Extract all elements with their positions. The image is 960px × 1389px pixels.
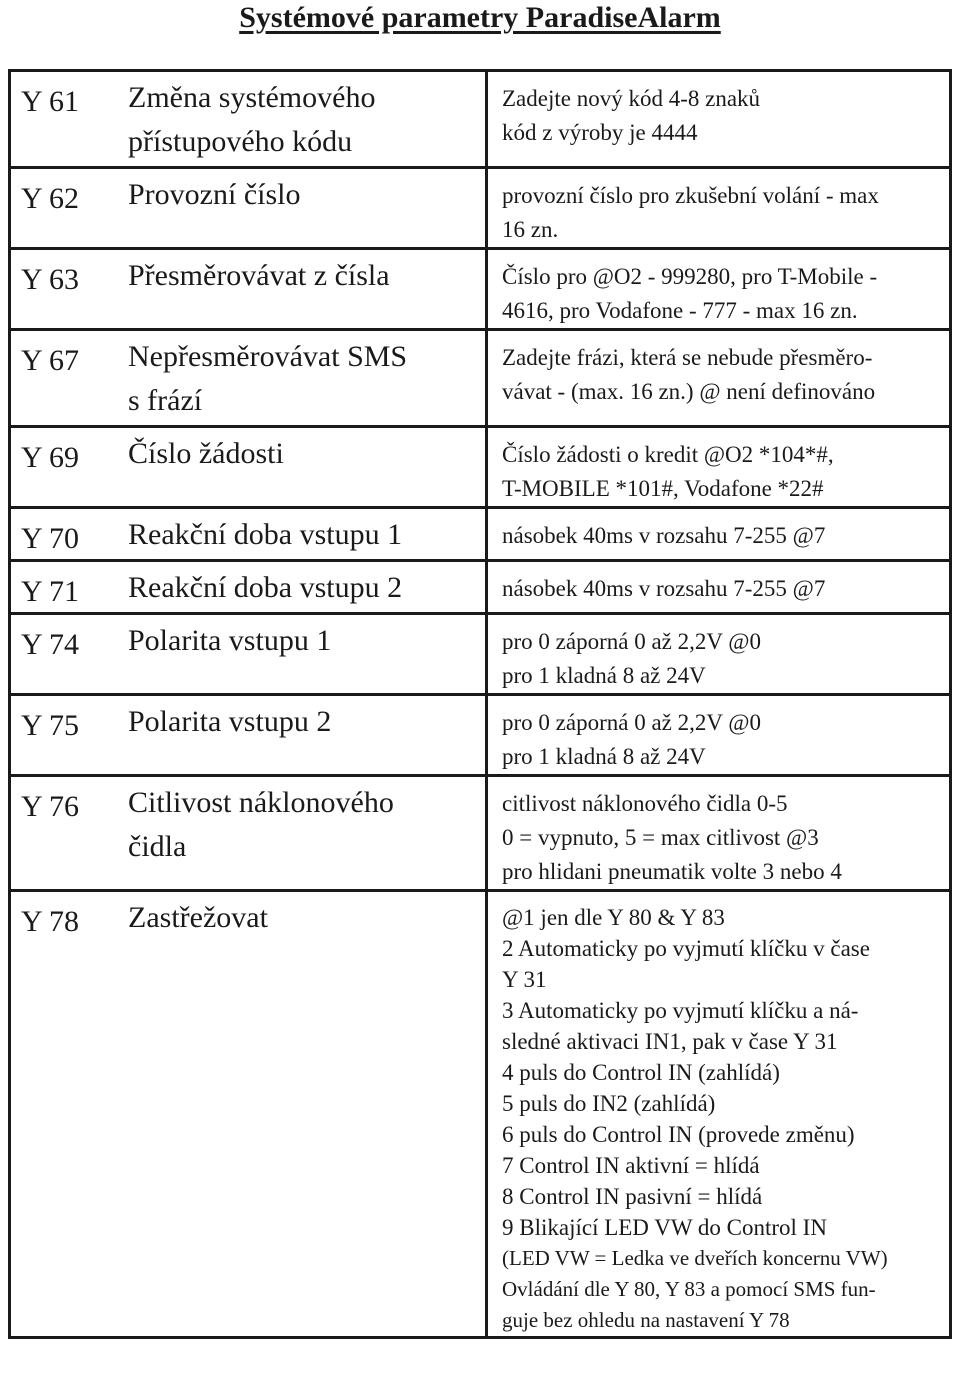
table-row: [10, 508, 951, 561]
parameter-code: Y 63: [21, 263, 80, 296]
parameter-description-line: (LED VW = Ledka ve dveřích koncernu VW): [502, 1246, 888, 1270]
parameter-description: [487, 330, 951, 427]
parameter-description-line: Zadejte frázi, která se nebude přesměro-: [502, 345, 873, 370]
parameter-description-line: 2 Automaticky po vyjmutí klíčku v čase: [502, 936, 870, 961]
parameter-name-line: Polarita vstupu 1: [128, 624, 332, 657]
parameter-description-line: násobek 40ms v rozsahu 7-255 @7: [502, 576, 826, 601]
parameter-name: [109, 614, 487, 695]
parameter-name-line: Změna systémového: [128, 81, 376, 114]
parameter-name-line: s frází: [128, 384, 203, 417]
parameter-description-line: pro 0 záporná 0 až 2,2V @0: [502, 710, 761, 735]
parameter-description-line: 0 = vypnuto, 5 = max citlivost @3: [502, 825, 819, 850]
parameter-name: [109, 695, 487, 776]
parameter-description-line: Číslo žádosti o kredit @O2 *104*#,: [502, 442, 834, 467]
parameter-description-line: kód z výroby je 4444: [502, 120, 698, 145]
parameter-description-line: 3 Automaticky po vyjmutí klíčku a ná-: [502, 998, 859, 1023]
parameter-code: Y 75: [21, 709, 80, 742]
table-row: [10, 427, 951, 508]
parameter-description-line: 9 Blikající LED VW do Control IN: [502, 1215, 827, 1240]
parameter-description-line: T-MOBILE *101#, Vodafone *22#: [502, 476, 824, 501]
table-row: [10, 249, 951, 330]
parameter-name-line: Zastřežovat: [128, 901, 268, 934]
parameter-name: [109, 776, 487, 891]
parameter-description: [487, 891, 951, 1338]
parameter-description: [487, 508, 951, 561]
table-row: [10, 614, 951, 695]
parameter-description-line: citlivost náklonového čidla 0-5: [502, 791, 788, 816]
parameter-name: [109, 249, 487, 330]
parameter-description-line: pro 0 záporná 0 až 2,2V @0: [502, 629, 761, 654]
parameter-description-line: 7 Control IN aktivní = hlídá: [502, 1153, 760, 1178]
parameter-code: Y 62: [21, 182, 80, 215]
parameter-name: [109, 891, 487, 1338]
parameter-code: Y 61: [21, 85, 80, 118]
table-row: [10, 561, 951, 614]
parameter-code: Y 71: [21, 575, 80, 608]
parameter-description-line: Ovládání dle Y 80, Y 83 a pomocí SMS fun-: [502, 1277, 876, 1301]
table-row: [10, 330, 951, 427]
parameter-description-line: pro 1 kladná 8 až 24V: [502, 663, 706, 688]
parameter-description-line: Číslo pro @O2 - 999280, pro T-Mobile -: [502, 264, 878, 289]
parameter-description-line: Zadejte nový kód 4-8 znaků: [502, 86, 761, 111]
parameter-description-line: vávat - (max. 16 zn.) @ není definováno: [502, 379, 876, 404]
parameter-code: Y 78: [21, 905, 80, 938]
parameter-description-line: pro 1 kladná 8 až 24V: [502, 744, 706, 769]
parameter-name: [109, 168, 487, 249]
parameter-description-line: provozní číslo pro zkušební volání - max: [502, 183, 879, 208]
parameter-code: Y 70: [21, 522, 80, 555]
parameter-name-line: Přesměrovávat z čísla: [128, 259, 390, 292]
parameter-description-line: 4 puls do Control IN (zahlídá): [502, 1060, 780, 1085]
parameter-description-line: @1 jen dle Y 80 & Y 83: [502, 905, 725, 930]
parameter-description: [487, 249, 951, 330]
parameter-name-line: čidla: [128, 830, 187, 863]
parameter-code: Y 74: [21, 628, 80, 661]
parameter-name-line: Provozní číslo: [128, 178, 301, 211]
parameter-code: Y 67: [21, 344, 80, 377]
parameter-description: [487, 614, 951, 695]
table-row: [10, 168, 951, 249]
parameter-description: [487, 168, 951, 249]
parameter-name: [109, 427, 487, 508]
table-row: [10, 891, 951, 1338]
parameter-name-line: Citlivost náklonového: [128, 786, 394, 819]
parameter-code: Y 76: [21, 790, 80, 823]
table-row: [10, 695, 951, 776]
parameter-description-line: 16 zn.: [502, 217, 559, 242]
parameter-name-line: přístupového kódu: [128, 125, 353, 158]
table-row: [10, 776, 951, 891]
parameter-description-line: 6 puls do Control IN (provede změnu): [502, 1122, 855, 1147]
parameter-name: [109, 330, 487, 427]
parameter-description-line: sledné aktivaci IN1, pak v čase Y 31: [502, 1029, 838, 1054]
parameter-code: Y 69: [21, 441, 80, 474]
parameter-name: [109, 71, 487, 168]
parameter-name-line: Nepřesměrovávat SMS: [128, 340, 408, 373]
parameter-description: [487, 427, 951, 508]
parameter-description-line: Y 31: [502, 967, 547, 992]
parameter-description: [487, 561, 951, 614]
parameter-name: [109, 561, 487, 614]
parameter-description-line: násobek 40ms v rozsahu 7-255 @7: [502, 523, 826, 548]
parameter-description-line: pro hlidani pneumatik volte 3 nebo 4: [502, 859, 842, 884]
parameter-name: [109, 508, 487, 561]
parameter-description-line: 5 puls do IN2 (zahlídá): [502, 1091, 716, 1116]
parameter-description-line: guje bez ohledu na nastavení Y 78: [502, 1308, 790, 1332]
parameter-name-line: Polarita vstupu 2: [128, 705, 332, 738]
parameter-description: [487, 71, 951, 168]
parameter-description: [487, 776, 951, 891]
parameter-description: [487, 695, 951, 776]
parameters-table: [8, 69, 952, 1339]
page-title: Systémové parametry ParadiseAlarm: [239, 1, 721, 34]
parameter-description-line: 4616, pro Vodafone - 777 - max 16 zn.: [502, 298, 858, 323]
table-row: [10, 71, 951, 168]
parameter-name-line: Číslo žádosti: [128, 437, 284, 470]
parameter-description-line: 8 Control IN pasivní = hlídá: [502, 1184, 763, 1209]
parameter-name-line: Reakční doba vstupu 1: [128, 518, 403, 551]
parameter-name-line: Reakční doba vstupu 2: [128, 571, 403, 604]
